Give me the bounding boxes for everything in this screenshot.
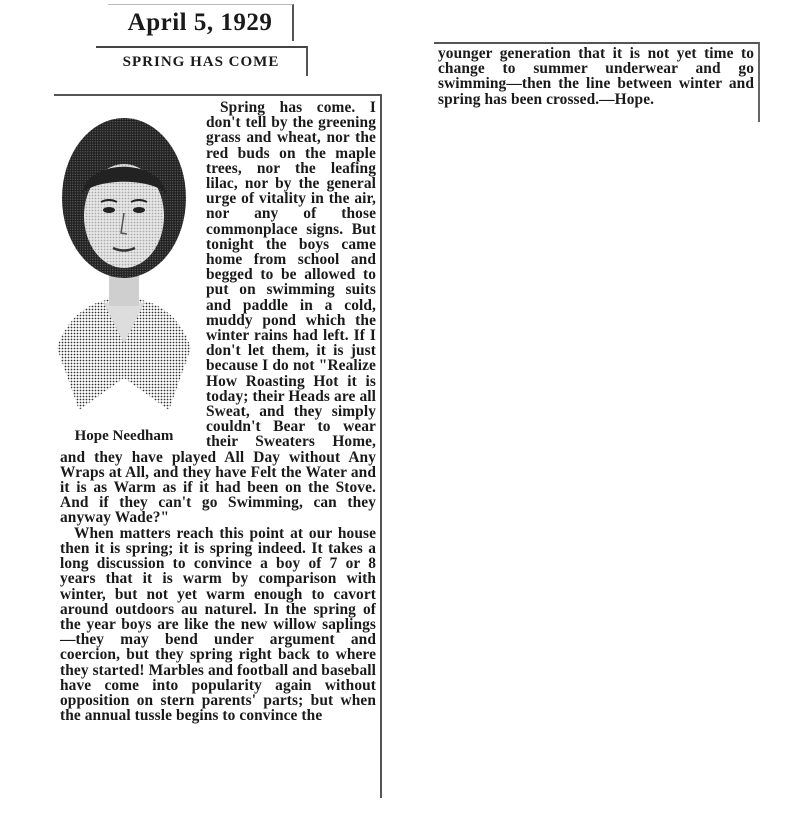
date-label: April 5, 1929 xyxy=(108,4,294,41)
portrait-figure xyxy=(48,98,200,444)
paragraph-continuation: younger generation that it is not yet time to change to summer underwear and go swimming—then the line between winter and spring has been crossed.—Hope. xyxy=(438,45,754,108)
paragraph-1: Spring has come. I don't tell by the greening grass and wheat, nor the red buds on the maple trees, nor the leafing lilac, nor by the general urge of vitality in the air, nor any of those commonplace signs. But tonight the boys came home from school and begged to be allowed to put on swimming suits and paddle in a cold, muddy pond which the winter rains had left. If I don't let them, it is just because I do not "Realize How Roasting Hot it is today; their Heads are all Sweat, and they simply couldn't Bear to wear their Sweaters Home, and they have played All Day without Any Wraps at All, and they have Felt the Water and it is as Warm as if it had been on the Stove. And if they can't go Swimming, can they anyway Wade?" xyxy=(60,99,376,527)
article-column-left xyxy=(54,94,382,798)
headline: SPRING HAS COME xyxy=(96,46,308,76)
paragraph-2: When matters reach this point at our house then it is spring; it is spring indeed. It takes a long discussion to convince a boy of 7 or 8 years that it is warm by comparison with winter, but not yet warm enough to cavort around outdoors au naturel. In the spring of the year boys are like the new willow saplings—they may bend under argument and coercion, but they spring right back to where they started! Marbles and football and baseball have come into popularity again without opposition on stern parents' parts; but when the annual tussle begins to convince the xyxy=(60,524,376,725)
portrait-photo xyxy=(49,98,199,418)
article-column-right xyxy=(434,42,760,122)
photo-caption: Hope Needham xyxy=(74,428,174,444)
